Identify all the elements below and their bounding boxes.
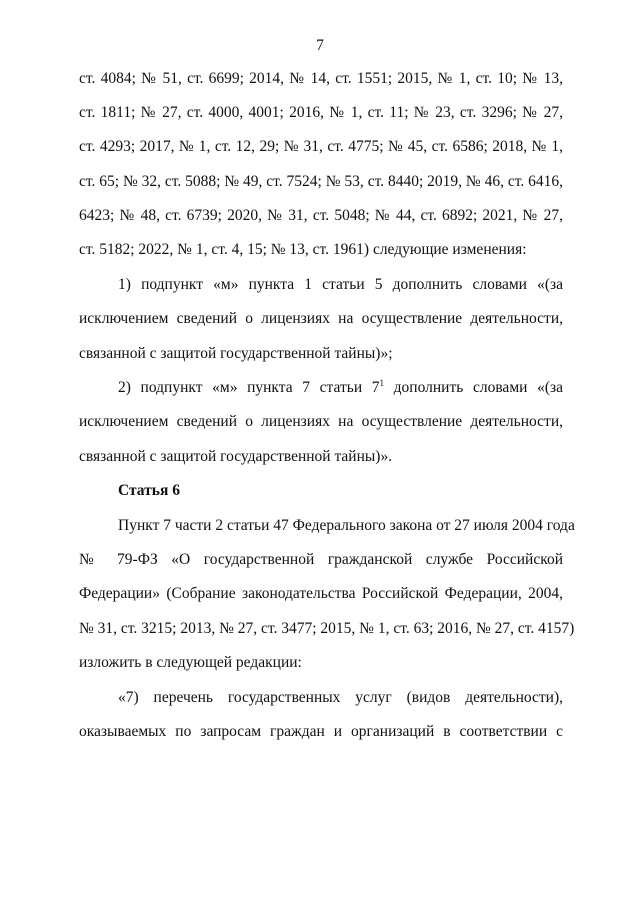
text-line: связанной с защитой государственной тайны)». xyxy=(79,448,393,465)
page-number: 7 xyxy=(316,37,324,54)
text-line: исключением сведений о лицензиях на осуществление деятельности, xyxy=(79,310,563,327)
text-fragment: дополнить словами «(за xyxy=(384,379,563,396)
text-line xyxy=(118,379,563,397)
text-line: связанной с защитой государственной тайны)»; xyxy=(79,345,393,362)
text-line: оказываемых по запросам граждан и организаций в соответствии с xyxy=(79,723,563,740)
text-line: № 79-ФЗ «О государственной гражданской службе Российской xyxy=(79,551,563,568)
article-heading: Статья 6 xyxy=(118,482,180,499)
text-line: «7) перечень государственных услуг (видов деятельности), xyxy=(118,689,563,706)
text-line: ст. 4084; № 51, ст. 6699; 2014, № 14, ст. 1551; 2015, № 1, ст. 10; № 13, xyxy=(79,70,563,87)
text-line: ст. 4293; 2017, № 1, ст. 12, 29; № 31, ст. 4775; № 45, ст. 6586; 2018, № 1, xyxy=(79,138,563,155)
text-line: 6423; № 48, ст. 6739; 2020, № 31, ст. 5048; № 44, ст. 6892; 2021, № 27, xyxy=(79,207,563,224)
text-line: Федерации» (Собрание законодательства Российской Федерации, 2004, xyxy=(79,585,563,602)
text-line: Пункт 7 части 2 статьи 47 Федерального закона от 27 июля 2004 года xyxy=(118,517,575,534)
text-line: 1) подпункт «м» пункта 1 статьи 5 дополнить словами «(за xyxy=(118,276,563,293)
text-line: ст. 1811; № 27, ст. 4000, 4001; 2016, № 1, ст. 11; № 23, ст. 3296; № 27, xyxy=(79,104,563,121)
superscript: 1 xyxy=(379,377,385,388)
text-line: исключением сведений о лицензиях на осуществление деятельности, xyxy=(79,413,563,430)
text-fragment: 2) подпункт «м» пункта 7 статьи 7 xyxy=(118,379,380,396)
text-line: ст. 5182; 2022, № 1, ст. 4, 15; № 13, ст. 1961) следующие изменения: xyxy=(79,241,527,258)
text-line: ст. 65; № 32, ст. 5088; № 49, ст. 7524; № 53, ст. 8440; 2019, № 46, ст. 6416, xyxy=(79,173,563,190)
text-line: изложить в следующей редакции: xyxy=(79,654,302,671)
text-line: № 31, ст. 3215; 2013, № 27, ст. 3477; 2015, № 1, ст. 63; 2016, № 27, ст. 4157) xyxy=(79,620,575,637)
